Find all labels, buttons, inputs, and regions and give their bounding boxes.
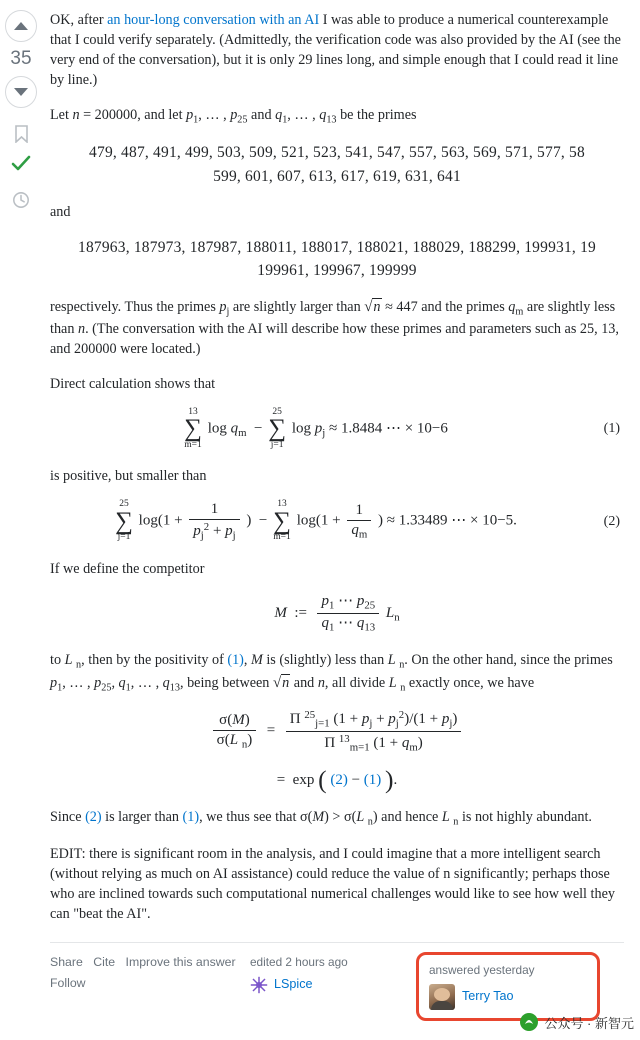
sigma-ratio-equation: $\frac{\sigma(M)}{\sigma(L _n)}$ = $\frac{\Pi ^{25}_{j=1} (1 + p_j + p_j^2)/(1 + p_j)}{\Pi ^{13}_{m=1} (1 + q_m)}$ [50,709,624,753]
follow-link[interactable]: Follow [50,976,86,991]
author-usercard[interactable] [429,984,589,1010]
paragraph-edit: EDIT: there is significant room in the analysis, and I could imagine that a more intelligent search (without relying as much on AI assistance) could reduce the value of n significantly; perhaps those who are inclined towards such computational numerical challenges would like to see how well they can "beat the AI". [50,845,615,923]
watermark-text: 公众号 · 新智元 [544,1015,634,1031]
watermark-logo-icon [519,1012,539,1032]
fraction-M: $\frac{p_1 \cdots p_{25}}{q_1 \cdots q_{13}}$ [317,593,379,634]
eq2-reference-link-inline[interactable]: (2) [330,771,348,788]
fraction-1-over-qm: $\frac{1}{q_m}$ [347,502,371,541]
equation-1-rhs: ≈ 1.8484 ⋯ × 10−6 [328,420,448,437]
share-link[interactable]: Share [50,955,83,970]
eq2-reference-link[interactable]: (2) [85,809,102,826]
edited-card [250,952,410,994]
fraction-products: $\frac{\Pi ^{25}_{j=1} (1 + p_j + p_j^2)/(1 + p_j)}{\Pi ^{13}_{m=1} (1 + q_m)}$ [286,709,462,753]
eq1-reference-link[interactable]: (1) [227,651,244,668]
equation-2-body: 25 ∑ j=1 log(1 + $\frac{1}{p_j^2 + p_j}$ ) − 13 ∑ m=1 log(1 + $\frac{1}{q_m}$ ) ≈ 1.33489 ⋯ × 10−5. [115,499,517,543]
post-action-links [50,952,250,994]
editor-name-link[interactable]: LSpice [274,977,313,992]
sum-qm-2: 13 ∑ m=1 [273,499,291,543]
paragraph-since: Since (2) is larger than (1), we thus see that σ(M) > σ(L $_n$) and hence L $_n$ is not highly abundant. [50,809,592,828]
eq1-reference-link-inline[interactable]: (1) [363,771,382,788]
down-arrow-icon[interactable] [5,76,37,108]
author-name-link[interactable]: Terry Tao [462,989,514,1004]
sum-pj-2: 25 ∑ j=1 [115,499,133,543]
equation-1-body: 13 ∑ m=1 $\log q_m$ − 25 ∑ j=1 $\log p_j \approx 1.8484$ ⋯ × 10−6 [184,406,448,450]
sum-pj: 25 ∑ j=1 [268,406,287,450]
edited-timestamp[interactable]: edited 2 hours ago [250,955,348,970]
fraction-1-over-pj2: $\frac{1}{p_j^2 + p_j}$ [189,501,239,542]
sigma-exp-equation: = exp ( (2) − (1) ). [276,765,398,795]
vote-gutter [0,0,42,1040]
editor-usercard [250,976,410,994]
sum-qm: 13 ∑ m=1 [184,406,202,450]
intro-text-after: I was able to produce a numerical counterexample that I could verify separately. (Admittedly, the verification code was also provided by the AI (see the very end of the conversation), but it is only 29 lines long, and simple enough that I could read it line by line.) [50,12,621,89]
equation-1-row [50,408,624,451]
up-arrow-icon[interactable] [5,10,37,42]
paragraph-competitor: If we define the competitor [50,560,205,577]
ai-conversation-link[interactable]: an hour-long conversation with an AI [107,12,320,28]
eq1-reference-link-2[interactable]: (1) [182,809,200,826]
paragraph-intro [50,10,624,91]
equation-1-tag: (1) [603,421,620,437]
primes-p-line-1: 479, 487, 491, 499, 503, 509, 521, 523, 541, 547, 557, 563, 569, 571, 577, 58 [89,144,585,162]
history-clock-icon[interactable] [9,188,33,212]
primes-p-line-2: 599, 601, 607, 613, 617, 619, 631, 641 [213,167,461,185]
improve-answer-link[interactable]: Improve this answer [125,955,236,970]
paragraph-is-positive: is positive, but smaller than [50,468,207,485]
primes-q-line-1: 187963, 187973, 187987, 188011, 188017, 188021, 188029, 188299, 199931, 19 [78,239,596,257]
accepted-check-icon [9,152,33,176]
paragraph-let-n: Let n = 200000, and let $p_1$, … , $p_{25}$ and $q_1$, … , $q_{13}$ be the primes [50,106,417,125]
primes-q-block [50,236,624,283]
primes-q-line-2: 199961, 199967, 199999 [257,262,417,280]
equation-2-tag: (2) [603,513,620,529]
avatar [429,984,455,1010]
paragraph-to-Ln: to L $_n$, then by the positivity of (1), M is (slightly) less than L $_n$. On the other hand, since the primes $p_1$, … , $p_{25}$, $q_1$, … , $q_{13}$, being between √n and n, all divide L $_n$ exactly once, we have [50,651,613,693]
fraction-sigma-ratio: $\frac{\sigma(M)}{\sigma(L _n)}$ [213,712,257,751]
footer-divider [50,942,624,943]
answer-body [42,0,640,1040]
cite-link[interactable]: Cite [93,955,116,970]
answered-card [410,952,624,1021]
editor-avatar-icon [250,976,268,994]
equation-2-rhs: ≈ 1.33489 ⋯ × 10−5. [386,513,517,530]
paragraph-direct-calc: Direct calculation shows that [50,375,216,392]
answer-footer [50,942,624,1021]
competitor-definition: M := $\frac{p_1 \cdots p_{25}}{q_1 \cdots q_{13}}$ $L_n$ [274,593,400,634]
bookmark-icon[interactable] [9,122,33,146]
intro-text-before: OK, after [50,12,108,28]
answered-timestamp[interactable]: answered yesterday [429,963,535,978]
paragraph-respectively: respectively. Thus the primes $p_j$ are slightly larger than √n ≈ 447 and the primes $q_m$ are slightly less than n. (The conversation with the AI will describe how these primes and parameters such as 25, 13, and 200000 were located.) [50,298,619,358]
and-connector: and [50,203,71,220]
vote-count: 35 [10,48,32,69]
primes-p-block [50,141,624,188]
equation-2-row [50,500,624,543]
watermark [519,1012,634,1032]
answered-highlight-box [416,952,600,1021]
